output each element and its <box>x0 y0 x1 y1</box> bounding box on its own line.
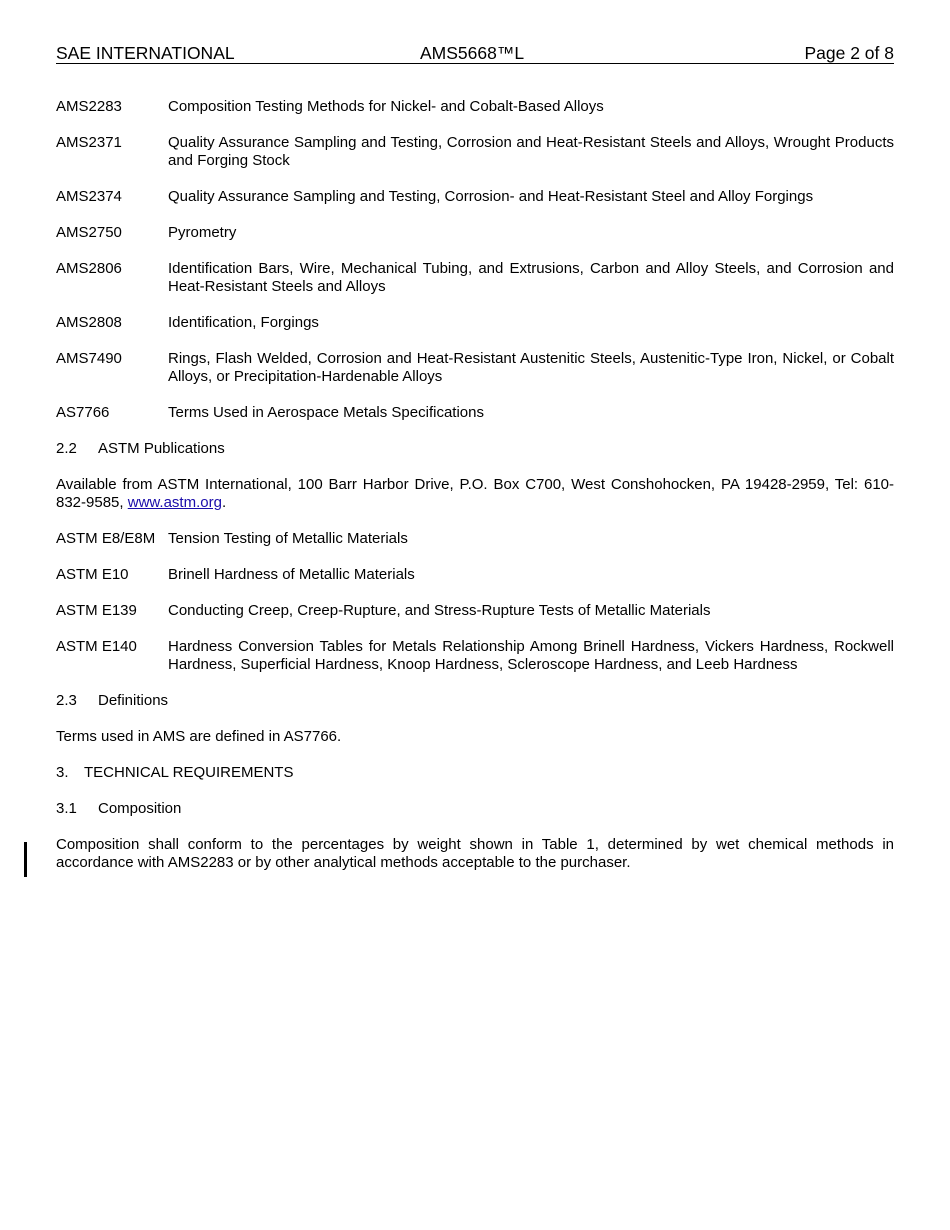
reference-code: AMS7490 <box>56 350 122 367</box>
section-title: Definitions <box>98 692 169 709</box>
reference-code: ASTM E8/E8M <box>56 530 156 547</box>
reference-title: Tension Testing of Metallic Materials <box>168 530 408 547</box>
reference-code: AMS2808 <box>56 314 122 331</box>
reference-title: Terms Used in Aerospace Metals Specifications <box>168 404 484 421</box>
reference-code: ASTM E140 <box>56 638 137 655</box>
reference-entry <box>56 602 894 620</box>
reference-entry <box>56 134 894 170</box>
section-number: 2.2 <box>56 440 77 457</box>
reference-code: AMS2806 <box>56 260 122 277</box>
reference-entry <box>56 188 894 206</box>
definitions-paragraph: Terms used in AMS are defined in AS7766. <box>56 728 342 745</box>
reference-code: AMS2374 <box>56 188 122 205</box>
reference-entry <box>56 404 894 422</box>
section-title: Composition <box>98 800 182 817</box>
availability-period: . <box>221 494 227 511</box>
section-number: 2.3 <box>56 692 77 709</box>
reference-entry <box>56 530 894 548</box>
reference-title: Hardness Conversion Tables for Metals Relationship Among Brinell Hardness, Vickers Hardness, Rockwell Hardness, Superficial Hardness, Knoop Hardness, Scleroscope Hardness, and Leeb Hardness <box>168 638 894 673</box>
section-title: ASTM Publications <box>98 440 225 457</box>
document-page <box>56 44 894 872</box>
reference-code: ASTM E10 <box>56 566 129 583</box>
availability-text: Available from ASTM International, 100 Barr Harbor Drive, P.O. Box C700, West Conshohocken, PA 19428-2959, Tel: 610-832-9585, <box>56 476 894 511</box>
reference-title: Conducting Creep, Creep-Rupture, and Stress-Rupture Tests of Metallic Materials <box>168 602 711 619</box>
astm-availability-paragraph <box>56 476 894 512</box>
section-heading-2-2 <box>56 440 894 458</box>
reference-title: Rings, Flash Welded, Corrosion and Heat-Resistant Austenitic Steels, Austenitic-Type Iron, Nickel, or Cobalt Alloys, or Precipitation-Hardenable Alloys <box>168 350 894 385</box>
reference-title: Quality Assurance Sampling and Testing, Corrosion- and Heat-Resistant Steel and Alloy Forgings <box>168 188 814 205</box>
reference-title: Pyrometry <box>168 224 237 241</box>
reference-code: AS7766 <box>56 404 110 421</box>
reference-entry <box>56 98 894 116</box>
section-title: TECHNICAL REQUIREMENTS <box>84 764 294 781</box>
reference-entry <box>56 260 894 296</box>
reference-code: AMS2283 <box>56 98 122 115</box>
section-heading-3-1 <box>56 800 894 818</box>
header-page-number: Page 2 of 8 <box>804 43 894 63</box>
section-heading-3 <box>56 764 894 782</box>
page-header <box>56 44 894 64</box>
reference-title: Quality Assurance Sampling and Testing, Corrosion and Heat-Resistant Steels and Alloys, Wrought Products and Forging Stock <box>168 134 894 169</box>
reference-entry <box>56 350 894 386</box>
header-doc-number: AMS5668™L <box>420 43 525 63</box>
reference-title: Composition Testing Methods for Nickel- and Cobalt-Based Alloys <box>168 98 604 115</box>
header-org: SAE INTERNATIONAL <box>56 43 235 63</box>
reference-code: ASTM E139 <box>56 602 137 619</box>
reference-title: Identification, Forgings <box>168 314 319 331</box>
composition-paragraph: Composition shall conform to the percentages by weight shown in Table 1, determined by wet chemical methods in accordance with AMS2283 or by other analytical methods acceptable to the purchaser. <box>56 836 894 871</box>
reference-code: AMS2371 <box>56 134 122 151</box>
reference-entry <box>56 566 894 584</box>
revision-change-bar <box>24 842 27 877</box>
reference-title: Brinell Hardness of Metallic Materials <box>168 566 415 583</box>
reference-entry <box>56 314 894 332</box>
reference-code: AMS2750 <box>56 224 122 241</box>
reference-entry <box>56 224 894 242</box>
astm-website-link[interactable]: www.astm.org <box>127 494 222 511</box>
section-number: 3. <box>56 764 69 781</box>
section-number: 3.1 <box>56 800 77 817</box>
reference-entry <box>56 638 894 674</box>
reference-title: Identification Bars, Wire, Mechanical Tubing, and Extrusions, Carbon and Alloy Steels, and Corrosion and Heat-Resistant Steels and Alloys <box>168 260 894 295</box>
section-heading-2-3 <box>56 692 894 710</box>
